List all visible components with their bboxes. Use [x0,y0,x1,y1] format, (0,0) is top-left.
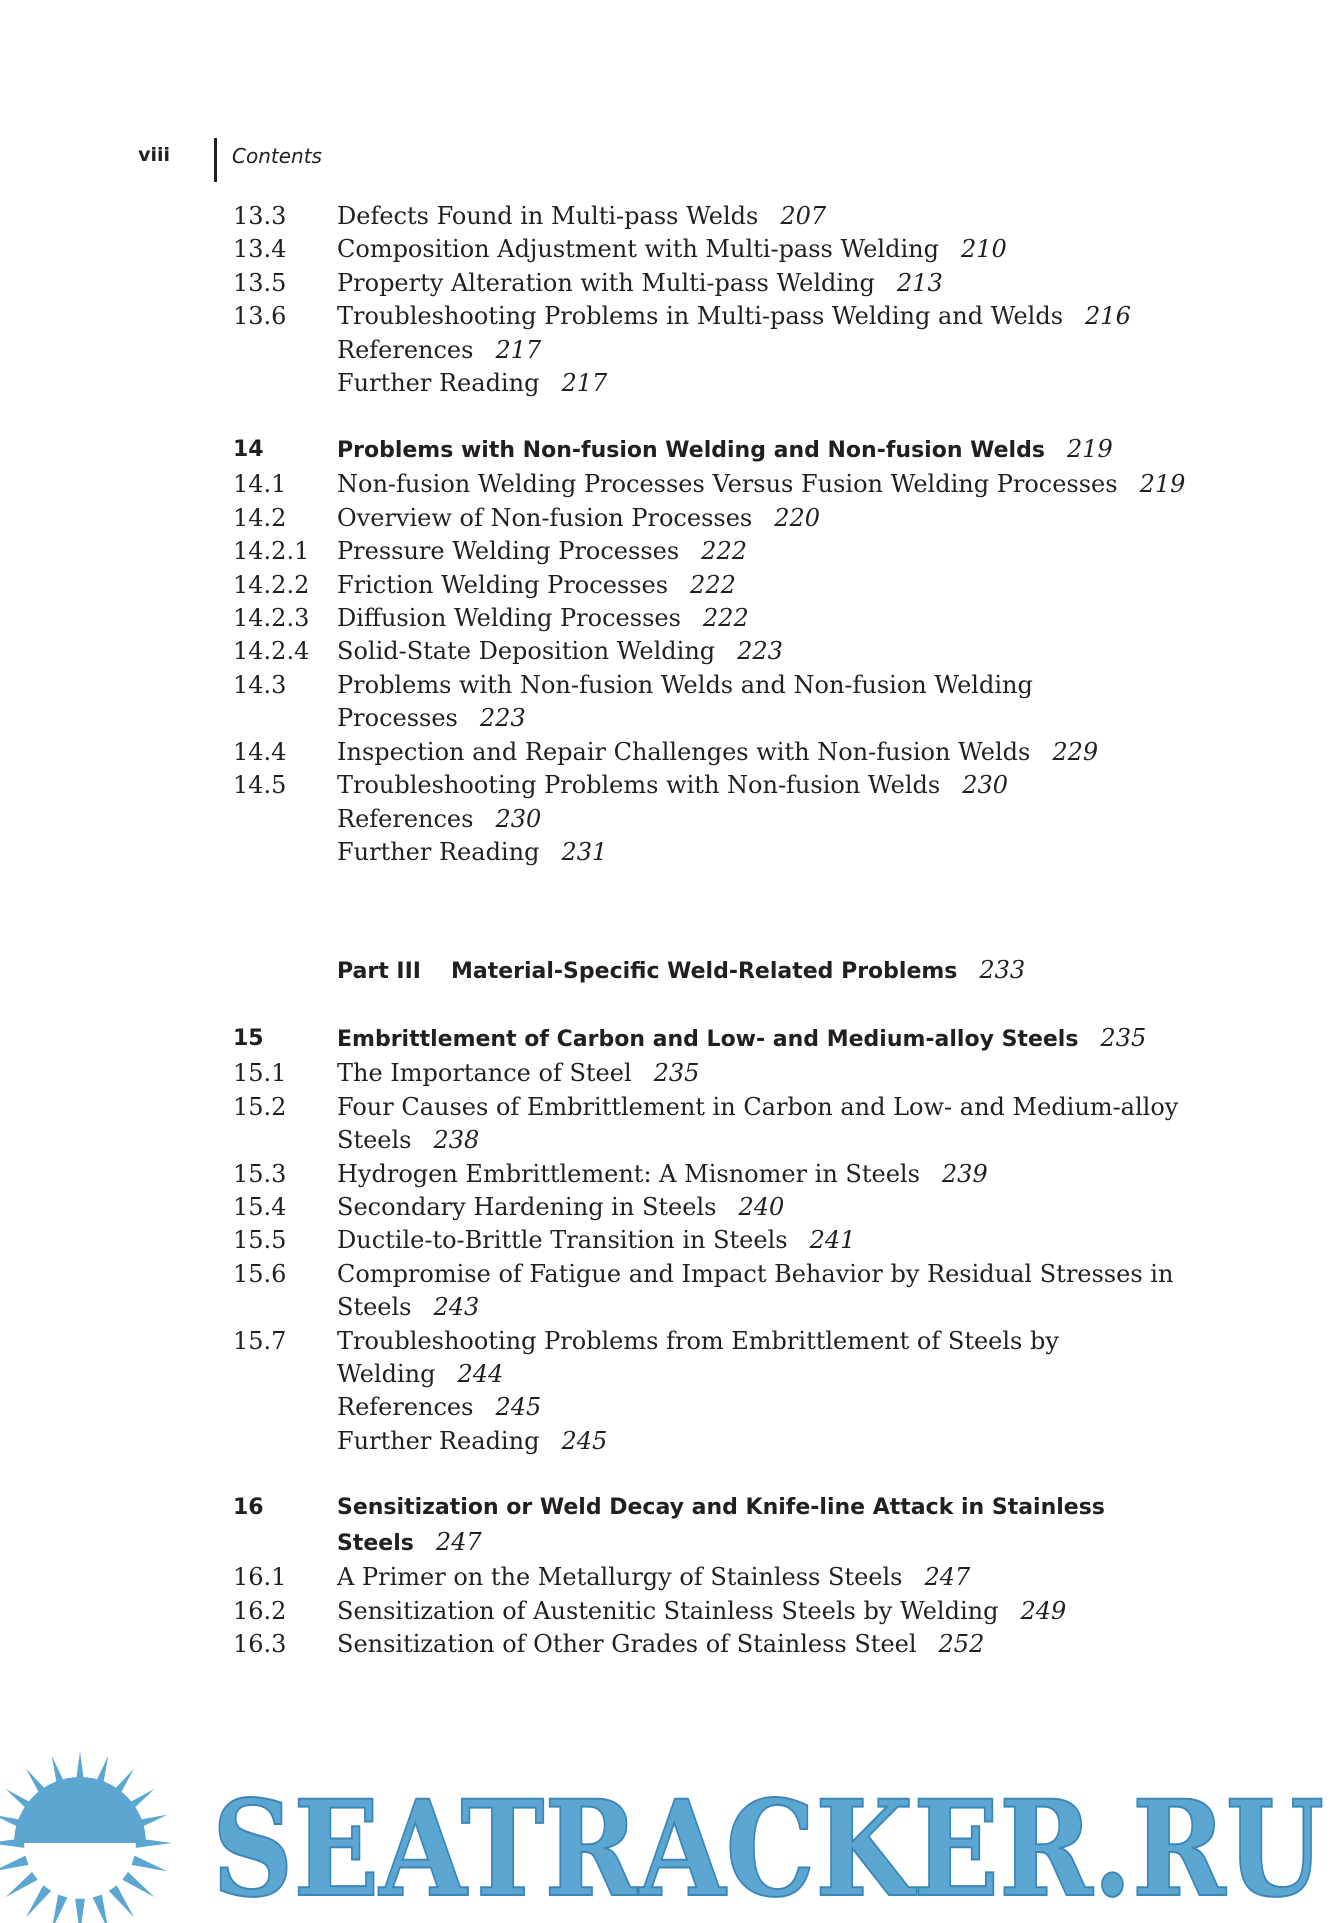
toc-section [233,736,1193,769]
toc-section [233,334,1193,367]
toc-title: Further Reading [337,1426,540,1455]
toc-page: 249 [1020,1596,1067,1625]
toc-section [233,1057,1193,1090]
toc-number: 16 [233,1495,264,1521]
toc-part [233,953,1193,989]
toc-number [233,334,337,367]
watermark [0,1740,1339,1923]
toc-number: 14.2.2 [233,570,310,599]
toc-title: Defects Found in Multi-pass Welds [337,202,759,230]
toc-number: 16.2 [233,1596,287,1625]
toc-number: 14.2.4 [233,637,310,666]
toc-section [233,769,1193,802]
toc-page: 217 [495,335,542,364]
toc-title: Sensitization of Austenitic Stainless Steels by Welding [337,1596,999,1625]
toc-title: Pressure Welding Processes [337,537,680,566]
toc-number: 16.3 [233,1630,287,1658]
toc-page: 229 [1052,737,1099,766]
toc-section [233,1158,1193,1191]
toc-title: Overview of Non-fusion Processes [337,503,753,532]
toc-page: 219 [1066,435,1113,464]
running-title: Contents [232,144,322,168]
toc-page: 216 [1085,302,1131,331]
toc-title: Property Alteration with Multi-pass Welding [337,268,875,297]
toc-title: Friction Welding Processes [337,570,669,599]
toc-page: 219 [1139,470,1186,499]
toc-number: 14.2.1 [233,537,310,566]
toc-title: Four Causes of Embrittlement in Carbon and Low- and Medium-alloy Steels [337,1092,1179,1155]
watermark-text: SEATRACKER.RU [212,1772,1324,1923]
toc-number [233,1425,337,1458]
toc-number: 13.4 [233,235,287,264]
toc-number [233,1391,337,1424]
toc-page: 223 [737,637,783,666]
toc-title: Material-Specific Weld-Related Problems [450,959,958,985]
toc-number: 15.3 [233,1159,287,1188]
toc-number: 14.5 [233,771,287,800]
toc-page: 220 [774,503,821,532]
toc-page: 230 [962,771,1008,800]
toc-page: 247 [435,1528,482,1557]
toc-number: 13.6 [233,302,287,331]
toc-chapter [233,1490,1193,1561]
toc-title: Inspection and Repair Challenges with Non-fusion Welds [337,737,1031,766]
toc-page: 217 [561,369,608,398]
toc-number [233,836,337,869]
toc-title: References [337,804,474,833]
toc-number: 14.3 [233,670,287,699]
toc-section [233,1224,1193,1257]
toc-title: Sensitization of Other Grades of Stainless Steel [337,1630,917,1658]
toc-page: 245 [495,1393,542,1422]
page-folio: viii [138,144,170,166]
toc-section [233,535,1193,568]
toc-page: 222 [690,570,736,599]
toc-page: 210 [960,235,1007,264]
toc-page: 222 [702,604,749,633]
toc-page: 240 [738,1192,785,1221]
toc-section [233,803,1193,836]
toc-number: 15.5 [233,1226,287,1255]
toc-section [233,836,1193,869]
toc-number: 16.1 [233,1563,287,1592]
toc-section [233,602,1193,635]
toc-part-label: Part III [337,959,421,985]
toc-title: Ductile-to-Brittle Transition in Steels [337,1226,788,1255]
toc-title: Troubleshooting Problems with Non-fusion Welds [337,771,941,800]
toc-number: 14.2.3 [233,604,310,633]
toc-page: 213 [896,268,943,297]
toc-title: Troubleshooting Problems from Embrittlement of Steels by Welding [337,1326,1059,1388]
toc-title: Problems with Non-fusion Welding and Non-fusion Welds [337,438,1045,464]
toc-page: 247 [924,1563,971,1592]
toc-title: A Primer on the Metallurgy of Stainless Steels [337,1563,903,1592]
toc-number: 15.2 [233,1092,287,1121]
toc-number [233,803,337,836]
toc-title: Compromise of Fatigue and Impact Behavior by Residual Stresses in Steels [337,1259,1174,1322]
sun-icon [0,1751,172,1923]
toc-section [233,1391,1193,1424]
toc-page: 241 [809,1226,856,1255]
toc-section [233,468,1193,501]
toc-chapter [233,432,1193,468]
toc-page: 244 [457,1359,504,1388]
toc-page: 235 [1100,1024,1147,1053]
toc-number: 15.7 [233,1326,287,1355]
toc-title: References [337,335,474,364]
toc-chapter [233,1021,1193,1057]
toc-page: 252 [938,1630,985,1658]
toc-number: 15.4 [233,1192,287,1221]
toc-title: Diffusion Welding Processes [337,604,681,633]
toc-section [233,1325,1193,1392]
toc-number: 14.1 [233,470,287,499]
toc-number: 14.2 [233,503,287,532]
toc-title: Troubleshooting Problems in Multi-pass Welding and Welds [337,302,1064,331]
toc-section [233,502,1193,535]
toc-number: 15.1 [233,1059,287,1088]
toc-section [233,200,1193,233]
toc-title: Problems with Non-fusion Welds and Non-fusion Welding Processes [337,670,1033,733]
toc-title: Embrittlement of Carbon and Low- and Medium-alloy Steels [337,1027,1079,1053]
toc-page: 207 [780,202,827,230]
toc-section [233,669,1193,736]
toc-page: 245 [561,1426,608,1455]
toc-section [233,569,1193,602]
toc-title: References [337,1393,474,1422]
toc-page: 239 [941,1159,988,1188]
toc-page: 231 [561,837,608,866]
toc-title: Secondary Hardening in Steels [337,1192,717,1221]
toc-section [233,1595,1193,1628]
toc-title: Sensitization or Weld Decay and Knife-line Attack in Stainless Steels [337,1495,1105,1557]
toc-page: 238 [433,1126,480,1155]
toc-title: Further Reading [337,837,540,866]
toc-section [233,367,1193,400]
toc-page: 243 [433,1293,480,1322]
toc-section [233,1628,1193,1661]
toc-page: 222 [701,537,747,566]
toc-number: 14 [233,437,264,463]
toc-section [233,635,1193,668]
toc-section [233,300,1193,333]
toc-title: Hydrogen Embrittlement: A Misnomer in Steels [337,1159,920,1188]
toc-section [233,1258,1193,1325]
toc-section [233,1561,1193,1594]
toc-section [233,267,1193,300]
toc-number: 15.6 [233,1259,287,1288]
toc-page: 223 [479,704,526,733]
toc-section [233,1191,1193,1224]
toc-number: 14.4 [233,737,287,766]
toc-title: Composition Adjustment with Multi-pass Welding [337,235,939,264]
header-rule [214,138,217,182]
toc-section [233,1425,1193,1458]
table-of-contents [233,200,1193,1661]
toc-title: Further Reading [337,369,540,398]
toc-section [233,233,1193,266]
toc-page: 235 [653,1059,700,1088]
toc-number [233,367,337,400]
toc-number: 15 [233,1026,264,1052]
toc-page: 233 [979,956,1026,985]
toc-number: 13.5 [233,268,287,297]
toc-title: Non-fusion Welding Processes Versus Fusion Welding Processes [337,470,1118,499]
toc-title: Solid-State Deposition Welding [337,637,716,666]
toc-section [233,1091,1193,1158]
toc-page: 230 [495,804,542,833]
toc-title: The Importance of Steel [337,1059,632,1088]
toc-number: 13.3 [233,202,287,230]
